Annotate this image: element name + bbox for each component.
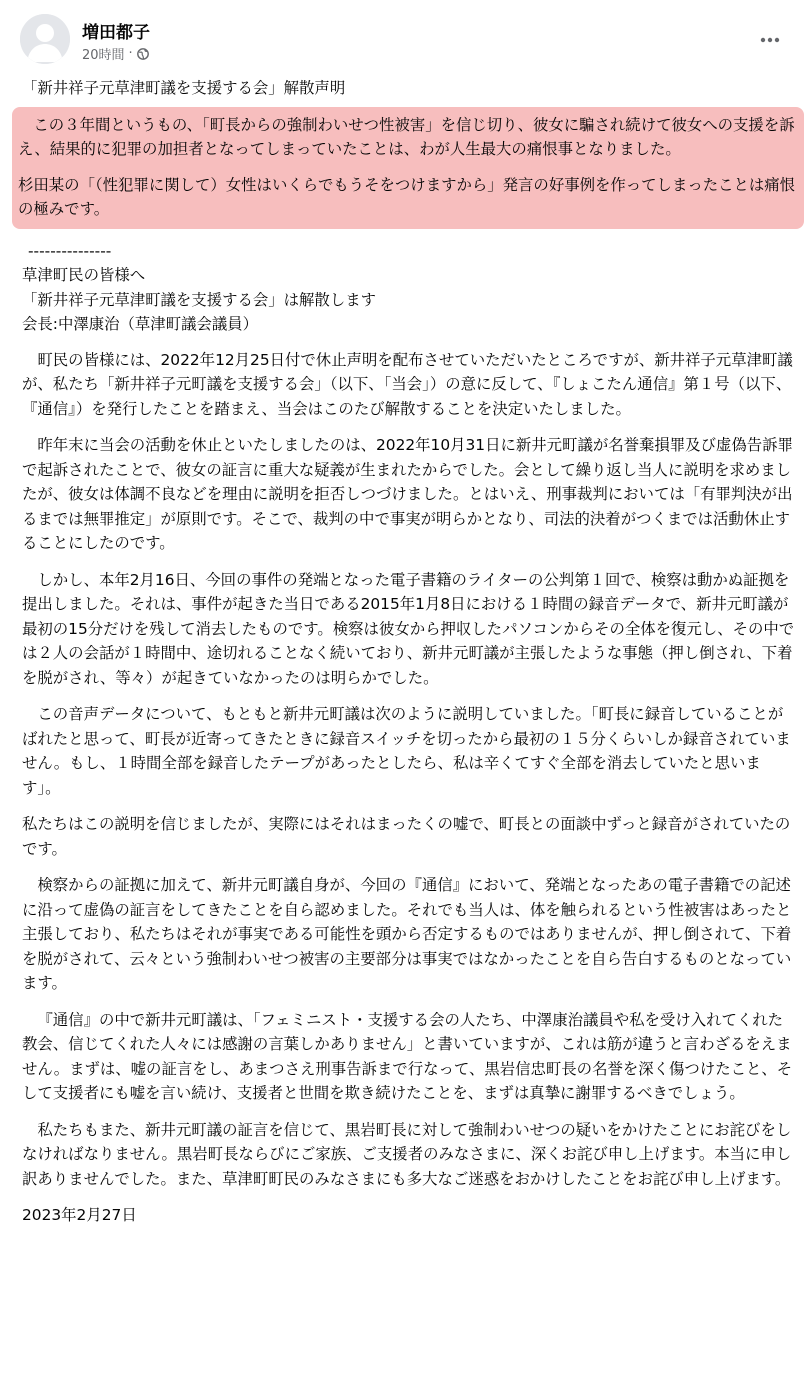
avatar[interactable] [20, 14, 70, 64]
address-line: 会長:中澤康治（草津町議会議員） [22, 315, 259, 333]
statement-paragraph: 『通信』の中で新井元町議は、「フェミニスト・支援する会の人たち、中澤康治議員や私を受け入れてくれた教会、信じてくれた人々には感謝の言葉しかありません」と書いていますが、これは筋が違うと言わざるをえません。まずは、嘘の証言をし、あまつさえ刑事告訴まで行なって、黒岩信忠町長の名誉を深く傷つけたこと、そして支援者にも嘘を言い続け、支援者と世間を欺き続けたことを、まずは真摯に謝罪するべきでしょう。 [22, 1010, 793, 1102]
meta-separator: · [128, 46, 133, 61]
statement-paragraph: 昨年末に当会の活動を休止といたしましたのは、2022年10月31日に新井元町議が名誉棄損罪及び虚偽告訴罪で起訴されたことで、彼女の証言に重大な疑義が生まれたからでした。会として繰り返し当人に説明を求めましたが、彼女は体調不良などを理由に説明を拒否しつづけました。とはいえ、刑事裁判においては「有罪判決が出るまでは無罪推定」が原則です。そこで、裁判の中で事実が明らかとなり、司法的決着がつくまでは活動休止することにしたのです。 [22, 436, 793, 552]
statement-paragraph: 私たちはこの説明を信じましたが、実際にはそれはまったくの嘘で、町長との面談中ずっと録音がされていたのです。 [22, 815, 791, 858]
statement-paragraph: この音声データについて、もともと新井元町議は次のように説明していました。「町長に録音していることがばれたと思って、町長が近寄ってきたときに録音スイッチを切ったから最初の１５分くらいしか録音されていません。もし、１時間全部を録音したテープがあったとしたら、私は辛くてすぐ全部を消去していたと思います」。 [22, 705, 791, 797]
highlight-paragraph: この３年間というもの、「町長からの強制わいせつ性被害」を信じ切り、彼女に騙され続けて彼女への支援を訴え、結果的に犯罪の加担者となってしまっていたことは、わが人生最大の痛恨事となりました。 [18, 115, 795, 158]
address-block [22, 263, 796, 337]
author-name[interactable]: 増田都子 [82, 23, 150, 43]
statement-paragraph: 私たちもまた、新井元町議の証言を信じて、黒岩町長に対して強制わいせつの疑いをかけたことにお詫びをしなければなりません。黒岩町長ならびにご家族、ご支援者のみなさまに、深くお詫び申し上げます。本当に申し訳ありませんでした。また、草津町町民のみなさまにも多大なご迷惑をおかけしたことをお詫び申し上げます。 [22, 1120, 792, 1188]
more-horizontal-icon [760, 37, 780, 43]
globe-icon[interactable] [137, 48, 149, 60]
address-line: 草津町民の皆様へ [22, 266, 146, 284]
separator-line: --------------- [28, 241, 112, 260]
address-line: 「新井祥子元草津町議を支援する会」は解散します [22, 290, 376, 309]
highlight-paragraph: 杉田某の「（性犯罪に関して）女性はいくらでもうそをつけますから」発言の好事例を作ってしまったことは痛恨の極みです。 [18, 175, 796, 218]
post-header [20, 14, 792, 66]
statement-paragraph: 町民の皆様には、2022年12月25日付で休止声明を配布させていただいたところですが、新井祥子元草津町議が、私たち「新井祥子元町議を支援する会」（以下、「当会」）の意に反して、『しょこたん通信』第１号（以下、『通信』）を発行したことを踏まえ、当会はこのたび解散することを決定いたしました。 [22, 350, 793, 418]
default-avatar-icon [20, 14, 70, 64]
statement-paragraph: 検察からの証拠に加えて、新井元町議自身が、今回の『通信』において、発端となったあの電子書籍での記述に沿って虚偽の証言をしてきたことを自ら認めました。それでも当人は、体を触られるという性被害はあったと主張しており、私たちはそれが事実である可能性を頭から否定するものではありませんが、押し倒されて、下着を脱がされて、云々という強制わいせつ被害の主要部分は事実ではなかったことを自ら告白するものとなっています。 [22, 876, 792, 992]
statement-paragraph: しかし、本年2月16日、今回の事件の発端となった電子書籍のライターの公判第１回で、検察は動かぬ証拠を提出しました。それは、事件が起きた当日である2015年1月8日における１時間の録音データで、新井元町議が最初の15分だけを残して消去したものです。検察は彼女から押収したパソコンからその全体を復元し、その中では２人の会話が１時間中、途切れることなく続いており、新井元町議が主張したような事態（押し倒され、下着を脱がされ、等々）が起きていなかったのは明らかでした。 [22, 570, 795, 687]
post-time[interactable]: 20時間 [82, 48, 125, 63]
statement-date: 2023年2月27日 [22, 1206, 137, 1224]
post-title: 「新井祥子元草津町議を支援する会」解散声明 [22, 79, 346, 97]
highlight-box [12, 107, 804, 229]
statement-body [22, 348, 796, 1192]
post-meta [82, 44, 149, 63]
post-body [18, 76, 796, 1228]
more-options-button[interactable] [754, 24, 786, 56]
